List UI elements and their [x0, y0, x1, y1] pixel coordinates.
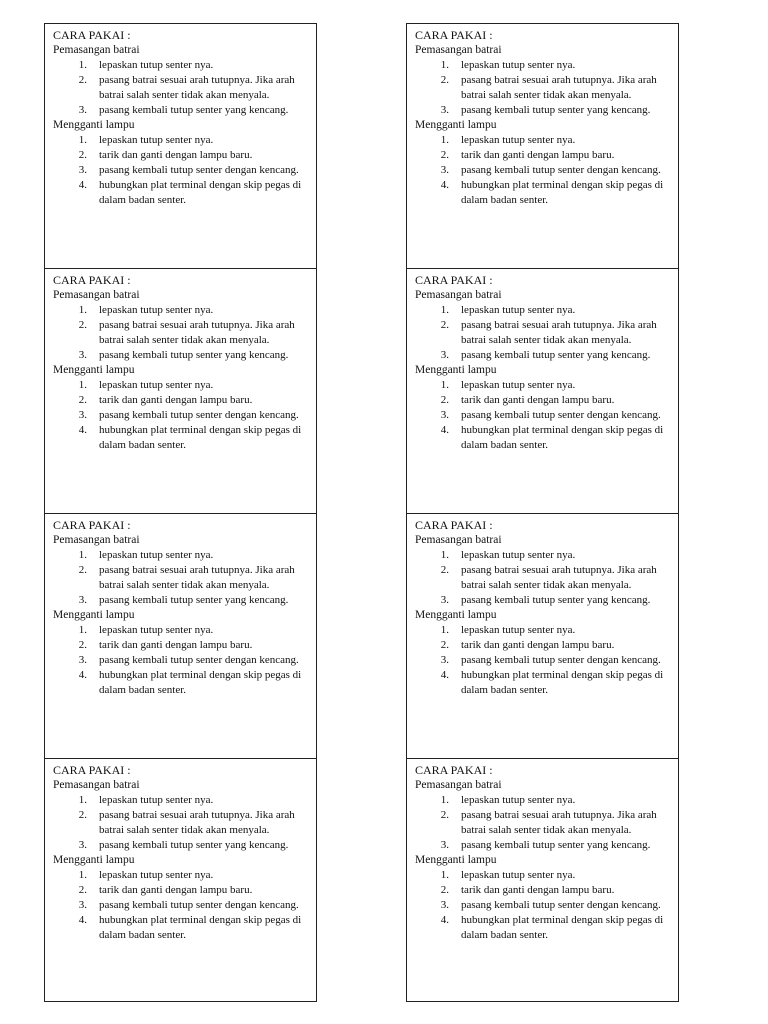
- list-item: 3. pasang kembali tutup senter dengan kencang.: [440, 164, 661, 176]
- lamp-steps-list: [415, 868, 678, 943]
- battery-steps-list: [53, 303, 316, 363]
- section-heading-battery: Pemasangan batrai: [53, 534, 140, 546]
- list-item: 2. pasang batrai sesuai arah tutupnya. Jika arah batrai salah senter tidak akan menyala.: [440, 809, 657, 836]
- card-title: CARA PAKAI :: [415, 518, 493, 532]
- lamp-steps-list: [53, 378, 316, 453]
- list-item: 2. pasang batrai sesuai arah tutupnya. Jika arah batrai salah senter tidak akan menyala.: [440, 319, 657, 346]
- section-heading-battery: Pemasangan batrai: [53, 44, 140, 56]
- list-item: 3. pasang kembali tutup senter dengan kencang.: [440, 409, 661, 421]
- card-title: CARA PAKAI :: [415, 28, 493, 42]
- section-heading-battery: Pemasangan batrai: [415, 44, 502, 56]
- lamp-steps-list: [53, 623, 316, 698]
- list-item: 1. lepaskan tutup senter nya.: [440, 379, 576, 391]
- instruction-card: [44, 758, 317, 1002]
- card-title: CARA PAKAI :: [53, 28, 131, 42]
- list-item: 3. pasang kembali tutup senter dengan kencang.: [440, 899, 661, 911]
- instruction-card: [406, 758, 679, 1002]
- section-heading-battery: Pemasangan batrai: [53, 289, 140, 301]
- list-item: 3. pasang kembali tutup senter dengan kencang.: [78, 409, 299, 421]
- list-item: 4. hubungkan plat terminal dengan skip pegas di dalam badan senter.: [78, 914, 302, 941]
- list-item: 3. pasang kembali tutup senter yang kencang.: [78, 594, 289, 606]
- section-heading-battery: Pemasangan batrai: [415, 289, 502, 301]
- list-item: 2. tarik dan ganti dengan lampu baru.: [440, 639, 615, 651]
- section-heading-lamp: Mengganti lampu: [53, 119, 135, 131]
- list-item: 4. hubungkan plat terminal dengan skip pegas di dalam badan senter.: [440, 424, 664, 451]
- list-item: 1. lepaskan tutup senter nya.: [78, 59, 214, 71]
- list-item: 2. tarik dan ganti dengan lampu baru.: [440, 394, 615, 406]
- list-item: 1. lepaskan tutup senter nya.: [78, 379, 214, 391]
- section-heading-lamp: Mengganti lampu: [53, 854, 135, 866]
- instruction-card: [406, 268, 679, 514]
- list-item: 3. pasang kembali tutup senter yang kencang.: [78, 839, 289, 851]
- section-heading-lamp: Mengganti lampu: [415, 364, 497, 376]
- list-item: 2. pasang batrai sesuai arah tutupnya. Jika arah batrai salah senter tidak akan menyala.: [440, 564, 657, 591]
- list-item: 1. lepaskan tutup senter nya.: [78, 794, 214, 806]
- instruction-card: [44, 513, 317, 759]
- list-item: 3. pasang kembali tutup senter yang kencang.: [78, 349, 289, 361]
- list-item: 2. pasang batrai sesuai arah tutupnya. Jika arah batrai salah senter tidak akan menyala.: [78, 809, 295, 836]
- section-heading-lamp: Mengganti lampu: [415, 609, 497, 621]
- list-item: 4. hubungkan plat terminal dengan skip pegas di dalam badan senter.: [440, 669, 664, 696]
- list-item: 3. pasang kembali tutup senter yang kencang.: [78, 104, 289, 116]
- instruction-card: [44, 268, 317, 514]
- battery-steps-list: [415, 303, 678, 363]
- list-item: 2. pasang batrai sesuai arah tutupnya. Jika arah batrai salah senter tidak akan menyala.: [78, 319, 295, 346]
- section-heading-lamp: Mengganti lampu: [415, 854, 497, 866]
- list-item: 4. hubungkan plat terminal dengan skip pegas di dalam badan senter.: [78, 424, 302, 451]
- list-item: 1. lepaskan tutup senter nya.: [440, 304, 576, 316]
- section-heading-battery: Pemasangan batrai: [415, 534, 502, 546]
- list-item: 3. pasang kembali tutup senter yang kencang.: [440, 839, 651, 851]
- list-item: 2. tarik dan ganti dengan lampu baru.: [78, 639, 253, 651]
- instruction-card: [406, 23, 679, 269]
- battery-steps-list: [53, 58, 316, 118]
- list-item: 4. hubungkan plat terminal dengan skip pegas di dalam badan senter.: [78, 179, 302, 206]
- battery-steps-list: [415, 58, 678, 118]
- lamp-steps-list: [53, 133, 316, 208]
- battery-steps-list: [415, 793, 678, 853]
- battery-steps-list: [53, 548, 316, 608]
- list-item: 3. pasang kembali tutup senter dengan kencang.: [78, 654, 299, 666]
- list-item: 1. lepaskan tutup senter nya.: [78, 134, 214, 146]
- card-title: CARA PAKAI :: [53, 273, 131, 287]
- section-heading-lamp: Mengganti lampu: [53, 609, 135, 621]
- list-item: 1. lepaskan tutup senter nya.: [440, 869, 576, 881]
- instruction-card: [44, 23, 317, 269]
- list-item: 1. lepaskan tutup senter nya.: [440, 794, 576, 806]
- battery-steps-list: [415, 548, 678, 608]
- section-heading-battery: Pemasangan batrai: [415, 779, 502, 791]
- list-item: 4. hubungkan plat terminal dengan skip pegas di dalam badan senter.: [440, 179, 664, 206]
- lamp-steps-list: [53, 868, 316, 943]
- list-item: 2. tarik dan ganti dengan lampu baru.: [78, 394, 253, 406]
- section-heading-lamp: Mengganti lampu: [415, 119, 497, 131]
- list-item: 4. hubungkan plat terminal dengan skip pegas di dalam badan senter.: [440, 914, 664, 941]
- list-item: 3. pasang kembali tutup senter dengan kencang.: [78, 164, 299, 176]
- list-item: 2. tarik dan ganti dengan lampu baru.: [78, 884, 253, 896]
- list-item: 2. tarik dan ganti dengan lampu baru.: [440, 884, 615, 896]
- list-item: 2. tarik dan ganti dengan lampu baru.: [440, 149, 615, 161]
- list-item: 3. pasang kembali tutup senter dengan kencang.: [440, 654, 661, 666]
- list-item: 3. pasang kembali tutup senter dengan kencang.: [78, 899, 299, 911]
- section-heading-lamp: Mengganti lampu: [53, 364, 135, 376]
- list-item: 2. pasang batrai sesuai arah tutupnya. Jika arah batrai salah senter tidak akan menyala.: [78, 74, 295, 101]
- lamp-steps-list: [415, 133, 678, 208]
- list-item: 1. lepaskan tutup senter nya.: [78, 549, 214, 561]
- list-item: 1. lepaskan tutup senter nya.: [78, 869, 214, 881]
- card-title: CARA PAKAI :: [415, 273, 493, 287]
- list-item: 1. lepaskan tutup senter nya.: [78, 624, 214, 636]
- list-item: 1. lepaskan tutup senter nya.: [440, 134, 576, 146]
- card-title: CARA PAKAI :: [53, 518, 131, 532]
- list-item: 3. pasang kembali tutup senter yang kencang.: [440, 594, 651, 606]
- list-item: 1. lepaskan tutup senter nya.: [440, 549, 576, 561]
- list-item: 1. lepaskan tutup senter nya.: [440, 624, 576, 636]
- list-item: 4. hubungkan plat terminal dengan skip pegas di dalam badan senter.: [78, 669, 302, 696]
- list-item: 3. pasang kembali tutup senter yang kencang.: [440, 104, 651, 116]
- card-title: CARA PAKAI :: [53, 763, 131, 777]
- list-item: 3. pasang kembali tutup senter yang kencang.: [440, 349, 651, 361]
- list-item: 1. lepaskan tutup senter nya.: [78, 304, 214, 316]
- list-item: 2. pasang batrai sesuai arah tutupnya. Jika arah batrai salah senter tidak akan menyala.: [78, 564, 295, 591]
- card-title: CARA PAKAI :: [415, 763, 493, 777]
- battery-steps-list: [53, 793, 316, 853]
- lamp-steps-list: [415, 623, 678, 698]
- lamp-steps-list: [415, 378, 678, 453]
- list-item: 2. tarik dan ganti dengan lampu baru.: [78, 149, 253, 161]
- list-item: 1. lepaskan tutup senter nya.: [440, 59, 576, 71]
- list-item: 2. pasang batrai sesuai arah tutupnya. Jika arah batrai salah senter tidak akan menyala.: [440, 74, 657, 101]
- section-heading-battery: Pemasangan batrai: [53, 779, 140, 791]
- instruction-card: [406, 513, 679, 759]
